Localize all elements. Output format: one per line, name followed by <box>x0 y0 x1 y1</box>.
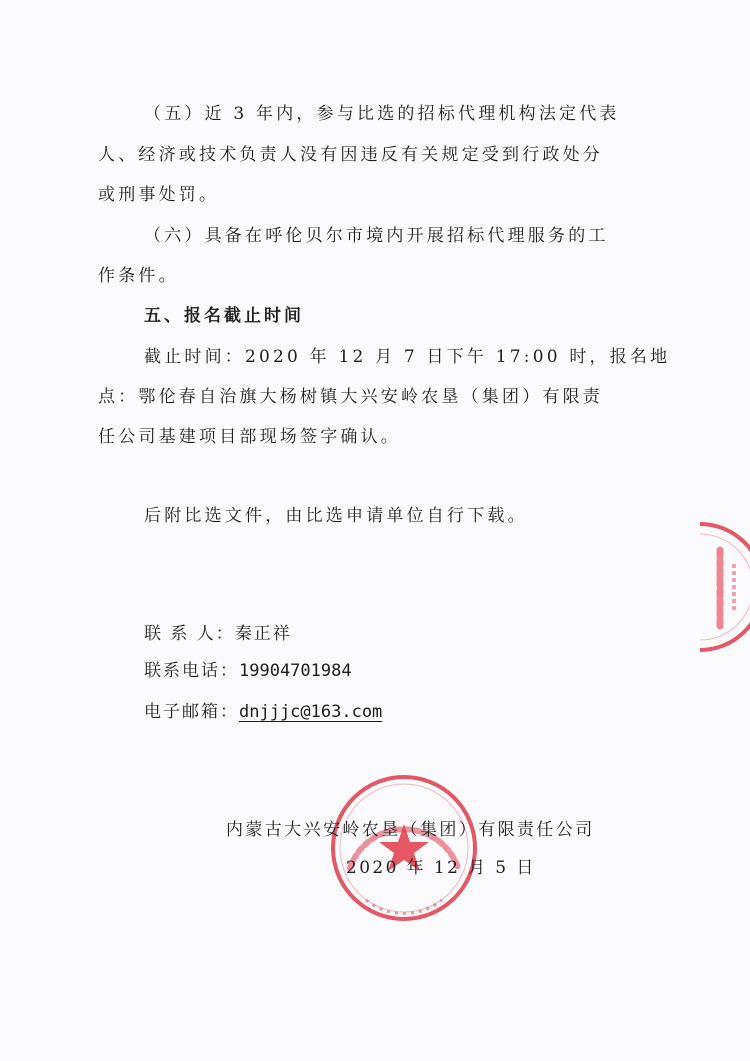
contact-email-link[interactable]: dnjjjc@163.com <box>239 702 383 722</box>
company-seal <box>328 772 480 924</box>
contact-email-row <box>0 700 750 724</box>
section5-heading: 五、报名截止时间 <box>144 306 304 326</box>
contact-person-value: 秦正祥 <box>234 624 292 644</box>
item6-line2: 作条件。 <box>98 266 179 286</box>
contact-person-row <box>0 622 750 646</box>
contact-email-label: 电子邮箱： <box>144 702 239 722</box>
contact-phone-row <box>0 659 750 683</box>
deadline-line1: 截止时间：2020 年 12 月 7 日下午 17:00 时，报名地 <box>144 347 671 367</box>
item5-line3: 或刑事处罚。 <box>98 185 220 205</box>
deadline-line3: 任公司基建项目部现场签字确认。 <box>98 427 401 447</box>
item5-line2: 人、经济或技术负责人没有因违反有关规定受到行政处分 <box>98 145 603 165</box>
contact-phone-label: 联系电话： <box>144 661 239 681</box>
signature-date: 2020 年 12 月 5 日 <box>346 858 536 878</box>
attachment-note: 后附比选文件，由比选申请单位自行下载。 <box>144 506 528 526</box>
edge-seal <box>694 520 750 654</box>
contact-person-label: 联 系 人： <box>144 624 235 644</box>
item6-line1: （六）具备在呼伦贝尔市境内开展招标代理服务的工 <box>144 226 609 246</box>
signature-org: 内蒙古大兴安岭农垦（集团）有限责任公司 <box>226 820 595 840</box>
contact-phone-value: 19904701984 <box>239 661 352 681</box>
deadline-line2: 点：鄂伦春自治旗大杨树镇大兴安岭农垦（集团）有限责 <box>98 387 603 407</box>
item5-line1: （五）近 3 年内，参与比选的招标代理机构法定代表 <box>144 104 620 124</box>
